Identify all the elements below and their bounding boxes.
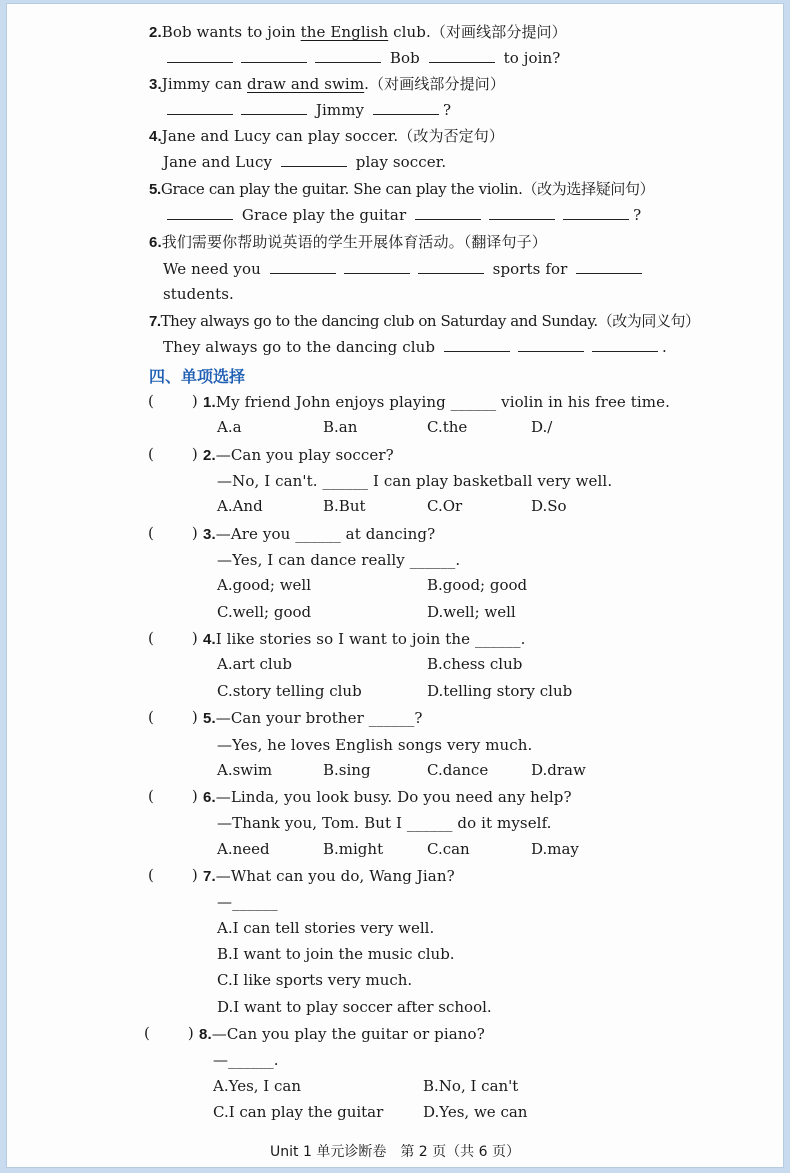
mc-option[interactable]: D.I want to play soccer after school. (217, 998, 492, 1016)
mc-option[interactable]: D.So (531, 497, 567, 515)
mc-option[interactable]: C.I like sports very much. (217, 971, 413, 989)
answer-bracket[interactable]: ( ) (148, 392, 198, 410)
mc-question: 8.—Can you play the guitar or piano? (199, 1025, 485, 1043)
mc-option[interactable]: A.a (217, 418, 242, 436)
rewrite-q4: 4.Jane and Lucy can play soccer.（改为否定句） (149, 127, 504, 145)
answer-blank[interactable] (315, 48, 381, 63)
answer-bracket[interactable]: ( ) (148, 629, 198, 647)
mc-option[interactable]: B.No, I can't (423, 1077, 519, 1095)
answer-blank[interactable] (489, 205, 555, 220)
worksheet-page (7, 4, 783, 1167)
answer-bracket[interactable]: ( ) (144, 1024, 194, 1042)
answer-blank[interactable] (418, 259, 484, 274)
mc-option[interactable]: B.sing (323, 761, 371, 779)
rewrite-q6-answer: We need you sports for (163, 259, 646, 279)
mc-option[interactable]: A.good; well (217, 576, 311, 594)
page-footer: Unit 1 单元诊断卷 第 2 页（共 6 页） (270, 1144, 520, 1160)
mc-option[interactable]: C.can (427, 840, 470, 858)
mc-option[interactable]: B.good; good (427, 576, 528, 594)
mc-option[interactable]: C.the (427, 418, 468, 436)
answer-blank[interactable] (344, 259, 410, 274)
answer-bracket[interactable]: ( ) (148, 787, 198, 805)
underlined-phrase: the English (300, 23, 389, 41)
mc-question-line: —______ (217, 893, 278, 911)
answer-blank[interactable] (167, 100, 233, 115)
answer-blank[interactable] (592, 337, 658, 352)
mc-option[interactable]: A.And (217, 497, 263, 515)
answer-blank[interactable] (167, 205, 233, 220)
answer-blank[interactable] (270, 259, 336, 274)
mc-option[interactable]: B.an (323, 418, 358, 436)
answer-blank[interactable] (576, 259, 642, 274)
rewrite-q6: 6.我们需要你帮助说英语的学生开展体育活动。（翻译句子） (149, 233, 547, 251)
mc-option[interactable]: C.dance (427, 761, 489, 779)
mc-option[interactable]: A.I can tell stories very well. (217, 919, 435, 937)
mc-option[interactable]: D.may (531, 840, 579, 858)
answer-blank[interactable] (415, 205, 481, 220)
rewrite-q3: 3.Jimmy can draw and swim.（对画线部分提问） (149, 75, 505, 93)
answer-blank[interactable] (373, 100, 439, 115)
answer-bracket[interactable]: ( ) (148, 866, 198, 884)
mc-question-line: —Yes, I can dance really ______. (217, 551, 461, 569)
answer-bracket[interactable]: ( ) (148, 445, 198, 463)
mc-option[interactable]: B.might (323, 840, 384, 858)
answer-blank[interactable] (281, 152, 347, 167)
answer-blank[interactable] (429, 48, 495, 63)
mc-question-line: —Yes, he loves English songs very much. (217, 736, 533, 754)
mc-option[interactable]: D.draw (531, 761, 586, 779)
mc-question: 1.My friend John enjoys playing ______ violin in his free time. (203, 393, 670, 411)
mc-question: 4.I like stories so I want to join the ______. (203, 630, 526, 648)
answer-blank[interactable] (563, 205, 629, 220)
rewrite-q6-answer-cont: students. (163, 285, 234, 303)
mc-option[interactable]: A.Yes, I can (213, 1077, 302, 1095)
mc-question-line: —______. (213, 1051, 279, 1069)
answer-blank[interactable] (241, 100, 307, 115)
rewrite-q2: 2.Bob wants to join the English club.（对画线部分提问） (149, 23, 567, 41)
mc-question-line: —Thank you, Tom. But I ______ do it myself. (217, 814, 552, 832)
answer-blank[interactable] (518, 337, 584, 352)
mc-option[interactable]: D.Yes, we can (423, 1103, 528, 1121)
mc-option[interactable]: D.well; well (427, 603, 516, 621)
mc-question: 3.—Are you ______ at dancing? (203, 525, 436, 543)
rewrite-q7-answer: They always go to the dancing club . (163, 338, 667, 356)
mc-option[interactable]: D.telling story club (427, 682, 573, 700)
underlined-phrase: draw and swim (247, 75, 365, 93)
mc-option[interactable]: A.need (217, 840, 270, 858)
rewrite-q5-answer: Grace play the guitar ? (163, 205, 641, 225)
mc-option[interactable]: C.well; good (217, 603, 312, 621)
mc-option[interactable]: B.But (323, 497, 366, 515)
answer-blank[interactable] (167, 48, 233, 63)
mc-option[interactable]: A.swim (217, 761, 273, 779)
rewrite-q2-answer: Bob to join? (163, 48, 560, 68)
answer-bracket[interactable]: ( ) (148, 524, 198, 542)
mc-option[interactable]: C.Or (427, 497, 463, 515)
answer-bracket[interactable]: ( ) (148, 708, 198, 726)
mc-question: 7.—What can you do, Wang Jian? (203, 867, 455, 885)
mc-option[interactable]: C.I can play the guitar (213, 1103, 384, 1121)
answer-blank[interactable] (444, 337, 510, 352)
mc-question: 6.—Linda, you look busy. Do you need any help? (203, 788, 572, 806)
rewrite-q7: 7.They always go to the dancing club on Saturday and Sunday.（改为同义句） (149, 312, 700, 330)
mc-option[interactable]: A.art club (217, 655, 292, 673)
mc-option[interactable]: B.chess club (427, 655, 523, 673)
rewrite-q5: 5.Grace can play the guitar. She can play the violin.（改为选择疑问句） (149, 180, 655, 198)
mc-question: 2.—Can you play soccer? (203, 446, 394, 464)
answer-blank[interactable] (241, 48, 307, 63)
mc-option[interactable]: B.I want to join the music club. (217, 945, 455, 963)
section-title: 四、单项选择 (149, 367, 246, 386)
mc-question: 5.—Can your brother ______? (203, 709, 423, 727)
mc-option[interactable]: C.story telling club (217, 682, 362, 700)
rewrite-q3-answer: Jimmy ? (163, 100, 451, 120)
rewrite-q4-answer: Jane and Lucy play soccer. (163, 153, 447, 171)
mc-option[interactable]: D./ (531, 418, 553, 436)
mc-question-line: —No, I can't. ______ I can play basketball very well. (217, 472, 613, 490)
